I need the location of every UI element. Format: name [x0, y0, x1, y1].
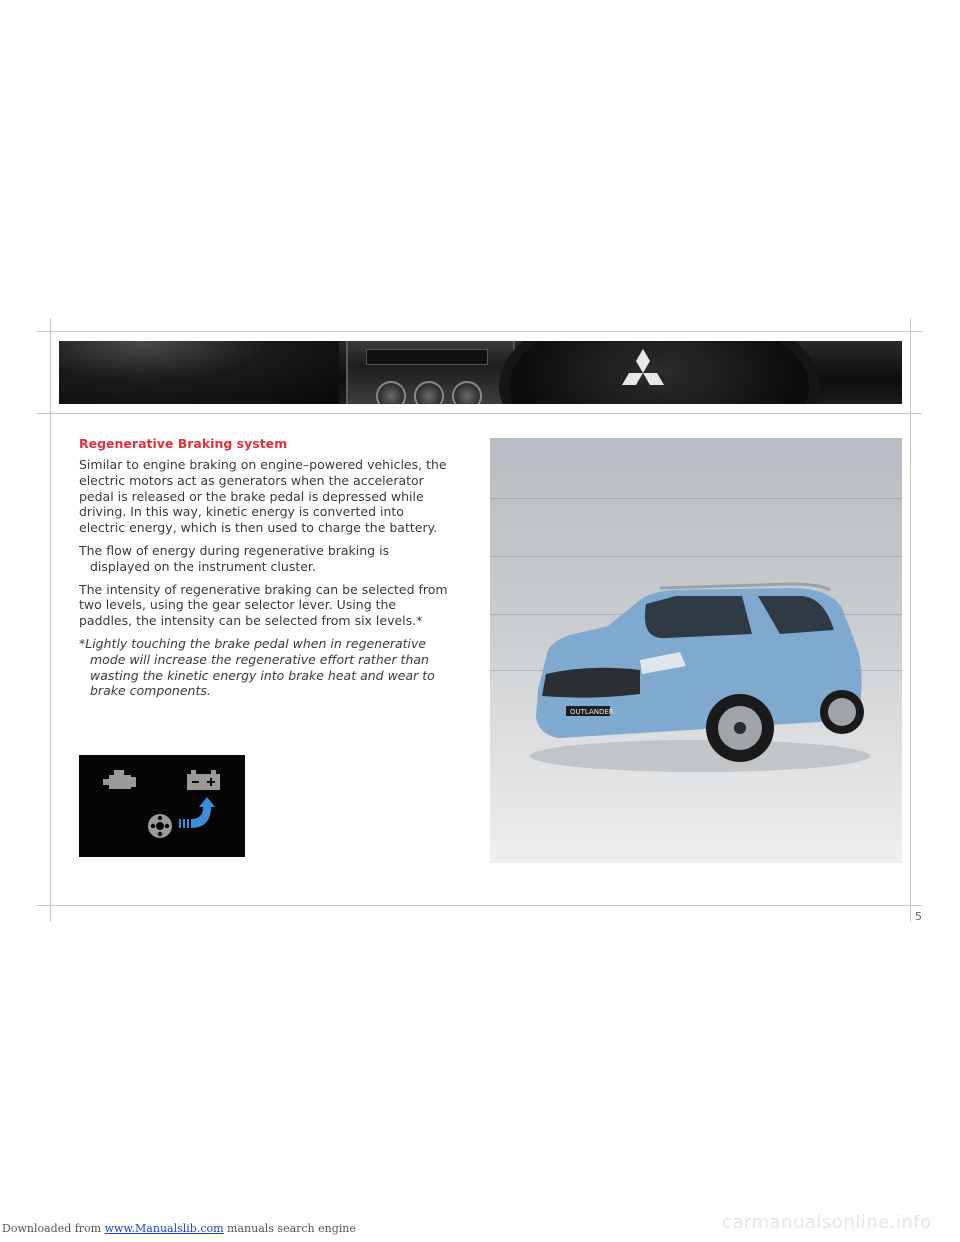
section-title: Regenerative Braking system: [79, 436, 288, 451]
instrument-cluster-image: [79, 755, 245, 857]
console-knob: [414, 381, 444, 404]
paragraph-engine-braking: Similar to engine braking on engine–powered vehicles, the electric motors act as generators when the accelerator pedal is released or the brake pedal is depressed while driving. In this way, kinetic energy is converted into electric energy, which is then used to charge the battery.: [79, 457, 447, 536]
radio-display: [366, 349, 488, 365]
center-console: [346, 341, 515, 404]
license-plate: OUTLANDER: [570, 708, 614, 716]
crop-line-right: [910, 318, 911, 922]
console-knob: [376, 381, 406, 404]
crop-line-bottom: [36, 905, 922, 906]
footnote: *Lightly touching the brake pedal when in regenerative mode will increase the regenerative effort rather than wasting the kinetic energy into brake heat and wear to brake components.: [79, 635, 435, 699]
paragraph-intensity-levels: The intensity of regenerative braking can be selected from two levels, using the gear selector lever. Using the paddles, the intensity can be selected from six levels.*: [79, 581, 448, 629]
engine-icon: [103, 770, 136, 789]
console-knob: [452, 381, 482, 404]
footer-prefix: Downloaded from: [2, 1222, 105, 1235]
watermark: carmanualsonline.info: [722, 1212, 932, 1233]
footer-suffix: manuals search engine: [223, 1222, 356, 1235]
crop-line-left: [50, 318, 51, 922]
page-number: 5: [915, 910, 922, 923]
download-footer: [2, 1222, 356, 1235]
crop-line-top: [36, 331, 922, 332]
crop-line-banner-bottom: [36, 413, 922, 414]
regen-arrow-icon: [179, 797, 215, 828]
dashboard-banner-image: [59, 341, 902, 404]
manualslib-link[interactable]: www.Manualslib.com: [104, 1222, 224, 1235]
regenerative-braking-section: [79, 436, 451, 706]
paragraph-energy-flow: The flow of energy during regenerative braking is displayed on the instrument cluster.: [79, 542, 390, 574]
battery-icon: [187, 770, 220, 790]
outlander-car-photo: [490, 438, 902, 863]
dashboard-left: [59, 341, 339, 404]
mitsubishi-logo-icon: [617, 347, 669, 399]
wheel-icon: [148, 814, 172, 838]
